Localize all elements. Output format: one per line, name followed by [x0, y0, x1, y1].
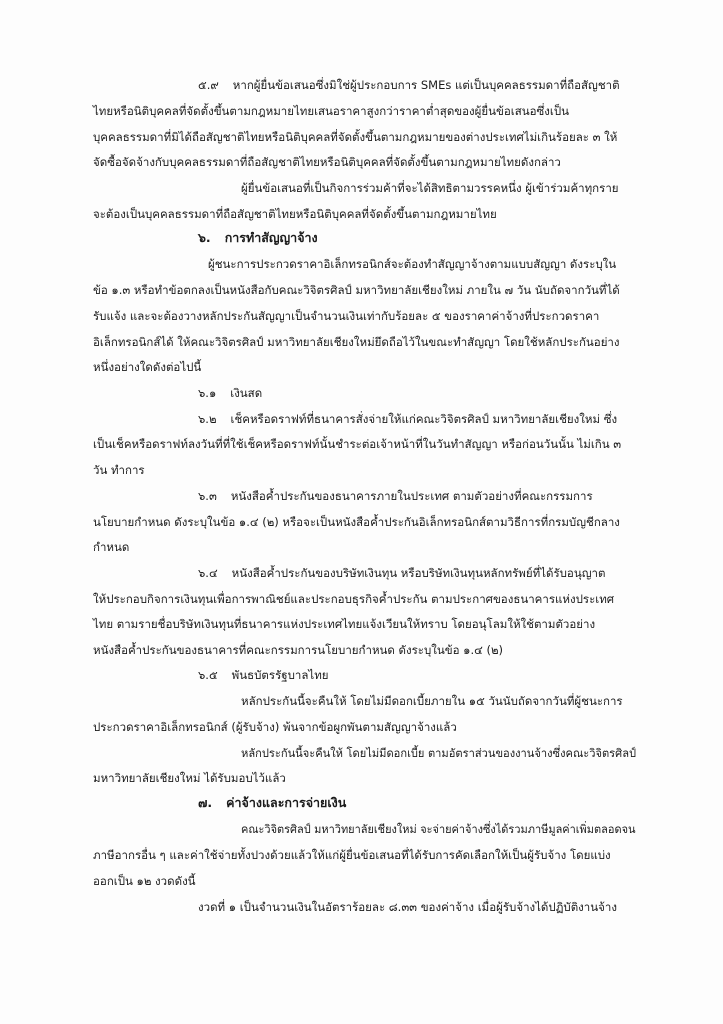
clause-5-9-line-3: บุคคลธรรมดาที่มิได้ถือสัญชาติไทยหรือนิติบุคคลที่จัดตั้งขึ้นตามกฎหมายของต่างประเทศไม่เกินร้อยละ ๓ ให้ — [93, 130, 618, 144]
section-7-number: ๗. — [198, 795, 213, 810]
clause-5-9-text: หากผู้ยื่นข้อเสนอซึ่งมิใช่ผู้ประกอบการ SMEs แต่เป็นบุคคลธรรมดาที่ถือสัญชาติ — [232, 78, 620, 92]
clause-6-2-text: เช็คหรือดราฟท์ที่ธนาคารสั่งจ่ายให้แก่คณะวิจิตรศิลป์ มหาวิทยาลัยเชียงใหม่ ซึ่ง — [230, 412, 618, 426]
clause-5-9-line-6: จะต้องเป็นบุคคลธรรมดาที่ถือสัญชาติไทยหรือนิติบุคคลที่จัดตั้งขึ้นตามกฎหมายไทย — [93, 207, 497, 221]
section-7-para-1-line-3: ออกเป็น ๑๒ งวดดังนี้ — [93, 874, 196, 888]
clause-6-4-number: ๖.๔ — [198, 566, 218, 580]
section-6-number: ๖. — [198, 230, 211, 245]
section-6-heading — [198, 230, 318, 246]
clause-6-5-number: ๖.๕ — [198, 668, 218, 682]
clause-6-5 — [198, 667, 329, 683]
clause-6-5-text: พันธบัตรรัฐบาลไทย — [231, 668, 329, 682]
clause-6-3-line-1 — [198, 488, 593, 504]
clause-5-9-line-1 — [198, 77, 620, 93]
clause-5-9-line-4: จัดซื้อจัดจ้างกับบุคคลธรรมดาที่ถือสัญชาติไทยหรือนิติบุคคลที่จัดตั้งขึ้นตามกฎหมายไทยดังกล่าว — [93, 155, 561, 169]
clause-6-3-text: หนังสือค้ำประกันของธนาคารภายในประเทศ ตามตัวอย่างที่คณะกรรมการ — [230, 489, 593, 503]
clause-5-9-number: ๕.๙ — [198, 78, 219, 92]
section-7-title: ค่าจ้างและการจ่ายเงิน — [226, 795, 347, 810]
clause-5-9-line-5: ผู้ยื่นข้อเสนอที่เป็นกิจการร่วมค้าที่จะได้สิทธิตามวรรคหนึ่ง ผู้เข้าร่วมค้าทุกราย — [241, 181, 619, 195]
section-7-para-1-line-2: ภาษีอากรอื่น ๆ และค่าใช้จ่ายทั้งปวงด้วยแล้วให้แก่ผู้ยื่นข้อเสนอที่ได้รับการคัดเลือกให้เป็นผู้รับจ้าง โดยแบ่ง — [93, 848, 611, 862]
clause-6-4-line-2: ให้ประกอบกิจการเงินทุนเพื่อการพาณิชย์และประกอบธุรกิจค้ำประกัน ตามประกาศของธนาคารแห่งประเทศ — [93, 592, 615, 606]
section-6-para-2-line-1: หลักประกันนี้จะคืนให้ โดยไม่มีดอกเบี้ยภายใน ๑๕ วันนับถัดจากวันที่ผู้ชนะการ — [241, 694, 623, 708]
section-6-title: การทำสัญญาจ้าง — [224, 230, 318, 245]
clause-6-3-line-2: นโยบายกำหนด ดังระบุในข้อ ๑.๔ (๒) หรือจะเป็นหนังสือค้ำประกันอิเล็กทรอนิกส์ตามวิธีการที่กรมบัญชีกลาง — [93, 515, 620, 529]
section-6-para-1-line-4: อิเล็กทรอนิกส์ได้ ให้คณะวิจิตรศิลป์ มหาวิทยาลัยเชียงใหม่ยึดถือไว้ในขณะทำสัญญา โดยใช้หลักประกันอย่าง — [93, 335, 620, 349]
clause-6-2-number: ๖.๒ — [198, 412, 217, 426]
clause-6-4-line-1 — [198, 565, 605, 581]
clause-6-1 — [198, 385, 262, 401]
clause-6-3-line-3: กำหนด — [93, 540, 130, 554]
section-6-para-1-line-1: ผู้ชนะการประกวดราคาอิเล็กทรอนิกส์จะต้องทำสัญญาจ้างตามแบบสัญญา ดังระบุใน — [208, 257, 617, 271]
section-6-para-1-line-2: ข้อ ๑.๓ หรือทำข้อตกลงเป็นหนังสือกับคณะวิจิตรศิลป์ มหาวิทยาลัยเชียงใหม่ ภายใน ๗ วัน นับถัดจากวันที่ได้ — [93, 283, 620, 297]
clause-6-1-text: เงินสด — [230, 386, 263, 400]
section-6-para-3-line-1: หลักประกันนี้จะคืนให้ โดยไม่มีดอกเบี้ย ตามอัตราส่วนของงานจ้างซึ่งคณะวิจิตรศิลป์ — [241, 746, 637, 760]
section-7-para-2-line-1: งวดที่ ๑ เป็นจำนวนเงินในอัตราร้อยละ ๘.๓๓ ของค่าจ้าง เมื่อผู้รับจ้างได้ปฏิบัติงานจ้าง — [198, 900, 617, 914]
section-6-para-1-line-5: หนึ่งอย่างใดดังต่อไปนี้ — [93, 360, 202, 374]
clause-6-4-line-4: หนังสือค้ำประกันของธนาคารที่คณะกรรมการนโยบายกำหนด ดังระบุในข้อ ๑.๔ (๒) — [93, 643, 504, 657]
clause-6-4-text: หนังสือค้ำประกันของบริษัทเงินทุน หรือบริษัทเงินทุนหลักทรัพย์ที่ได้รับอนุญาต — [231, 566, 606, 580]
section-6-para-2-line-2: ประกวดราคาอิเล็กทรอนิกส์ (ผู้รับจ้าง) พ้นจากข้อผูกพันตามสัญญาจ้างแล้ว — [93, 720, 457, 734]
section-6-para-3-line-2: มหาวิทยาลัยเชียงใหม่ ได้รับมอบไว้แล้ว — [93, 771, 286, 785]
section-7-para-1-line-1: คณะวิจิตรศิลป์ มหาวิทยาลัยเชียงใหม่ จะจ่ายค่าจ้างซึ่งได้รวมภาษีมูลค่าเพิ่มตลอดจน — [241, 822, 636, 836]
clause-6-2-line-3: วัน ทำการ — [93, 463, 145, 477]
section-6-para-1-line-3: รับแจ้ง และจะต้องวางหลักประกันสัญญาเป็นจำนวนเงินเท่ากับร้อยละ ๕ ของราคาค่าจ้างที่ประกวดราคา — [93, 309, 600, 323]
clause-6-4-line-3: ไทย ตามรายชื่อบริษัทเงินทุนที่ธนาคารแห่งประเทศไทยแจ้งเวียนให้ทราบ โดยอนุโลมให้ใช้ตามตัวอย่าง — [93, 617, 596, 631]
clause-6-2-line-2: เป็นเช็คหรือดราฟท์ลงวันที่ที่ใช้เช็คหรือดราฟท์นั้นชำระต่อเจ้าหน้าที่ในวันทำสัญญา หรือก่อนวันนั้น ไม่เกิน ๓ — [93, 437, 622, 451]
clause-6-3-number: ๖.๓ — [198, 489, 217, 503]
clause-6-1-number: ๖.๑ — [198, 386, 217, 400]
clause-5-9-line-2: ไทยหรือนิติบุคคลที่จัดตั้งขึ้นตามกฎหมายไทยเสนอราคาสูงกว่าราคาต่ำสุดของผู้ยื่นข้อเสนอซึ่งเป็น — [93, 104, 570, 118]
clause-6-2-line-1 — [198, 411, 617, 427]
section-7-heading — [198, 795, 346, 811]
